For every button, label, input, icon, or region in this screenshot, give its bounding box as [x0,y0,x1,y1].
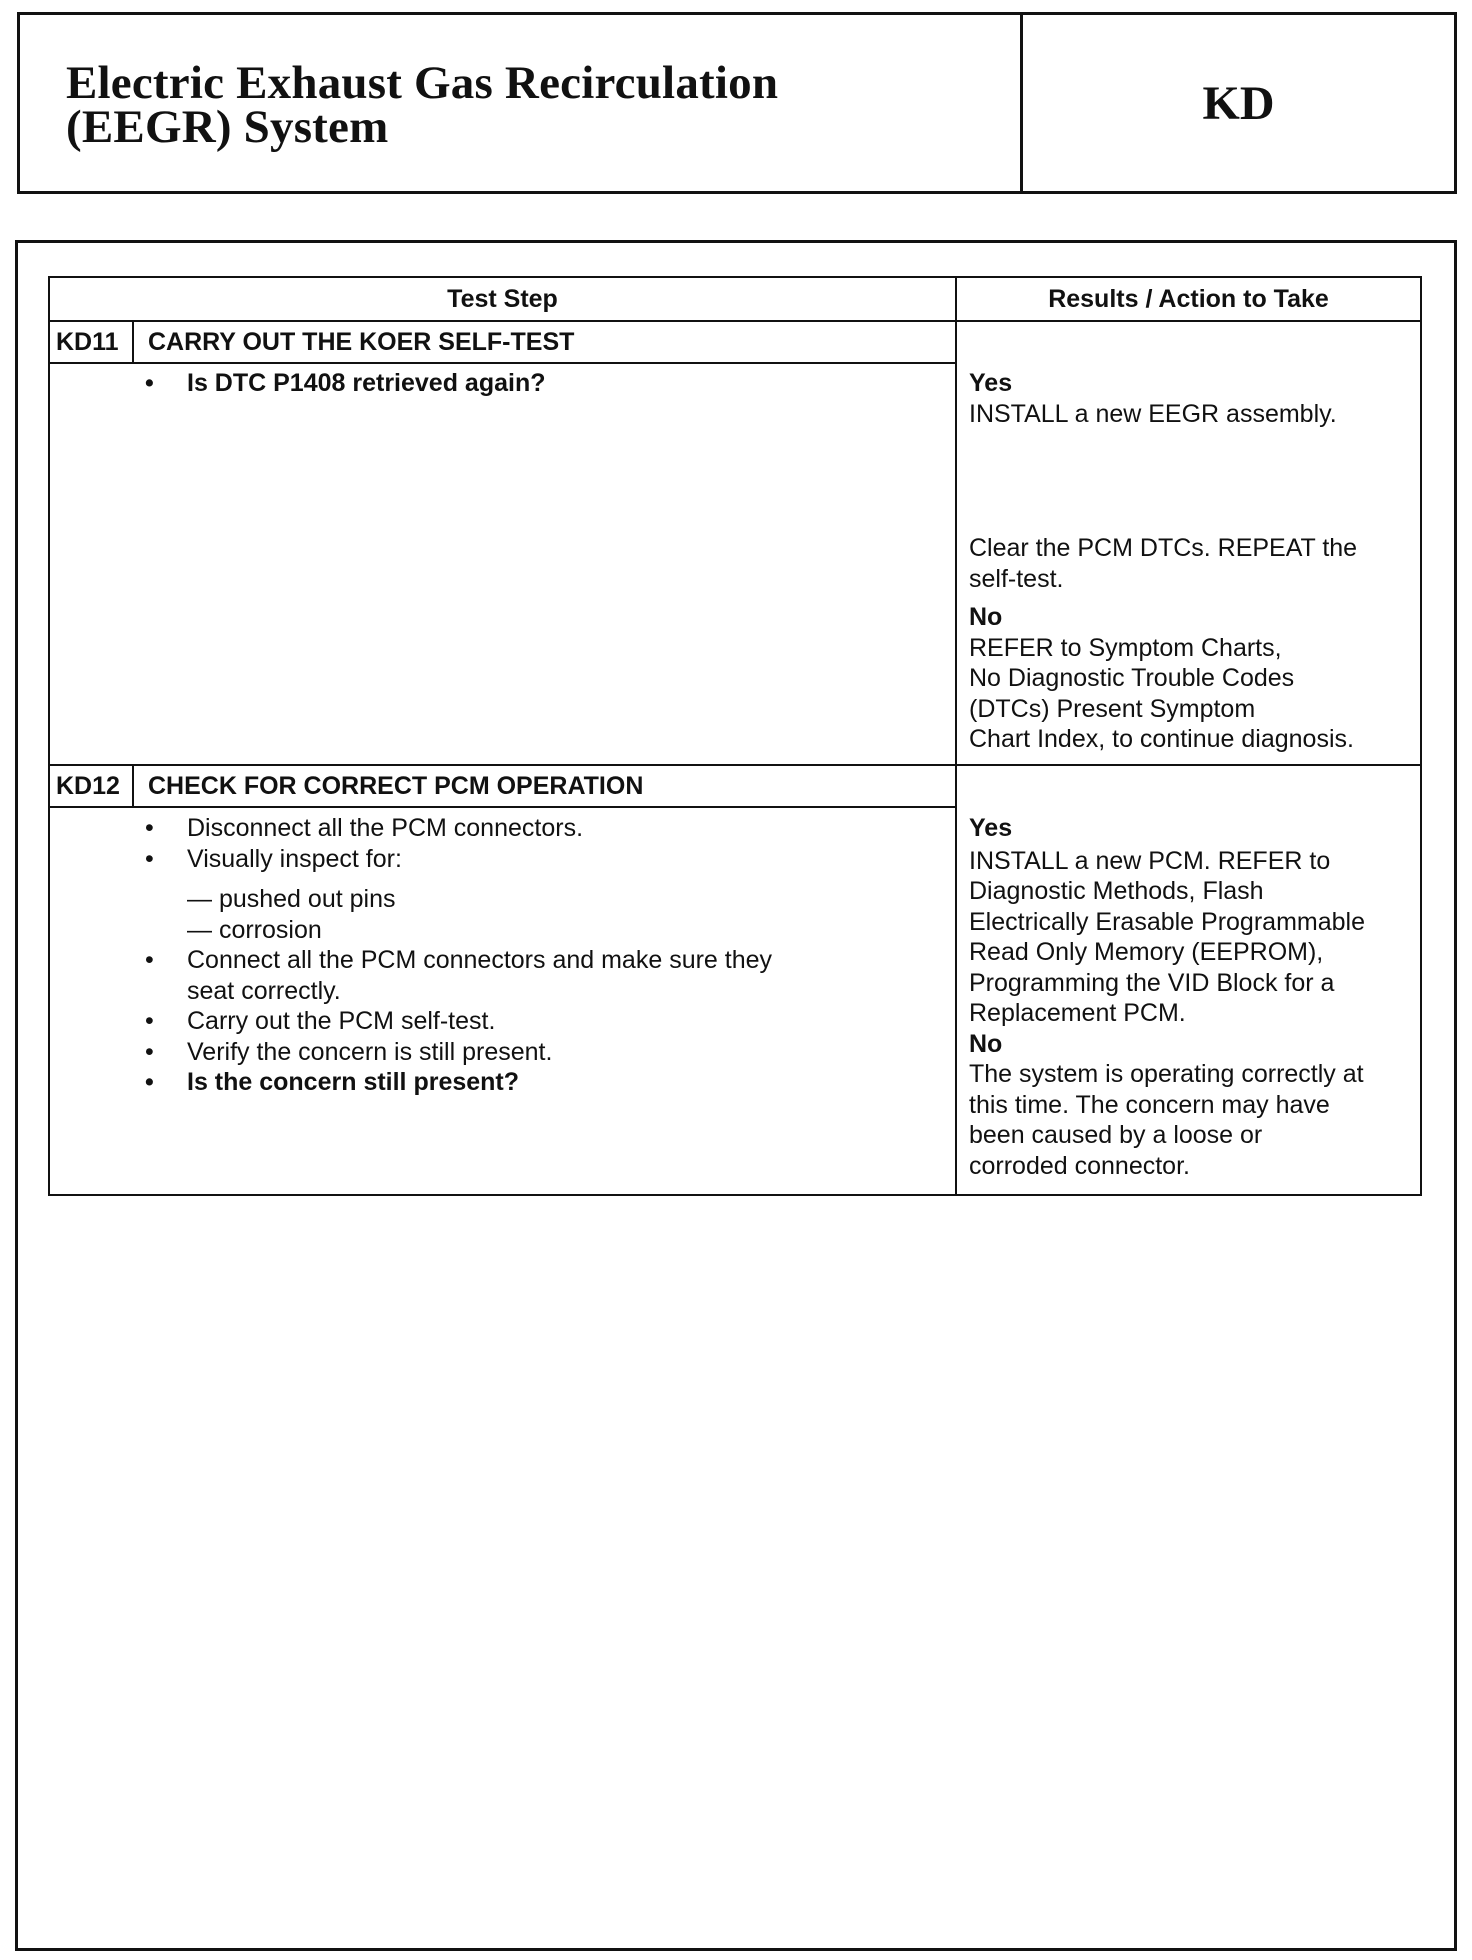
results-kd12 [969,813,1415,1181]
text-line: Clear the PCM DTCs. REPEAT the [969,534,1358,562]
sub-list-item: — pushed out pins [187,885,396,913]
yes-label: Yes [969,369,1013,397]
text-line: (DTCs) Present Symptom [969,694,1256,723]
text-line: self-test. [969,564,1064,593]
text-line: No Diagnostic Trouble Codes [969,664,1295,692]
page-title [66,57,779,153]
text-line: corroded connector. [969,1151,1190,1180]
list-item [145,368,545,399]
no-label: No [969,603,1003,631]
column-header-test-step: Test Step [447,284,558,313]
page-title-line-2: (EEGR) System [66,101,389,153]
no-label: No [969,1029,1003,1058]
list-item [145,844,772,946]
bullet-icon: • [145,1007,154,1035]
column-header-results: Results / Action to Take [1048,284,1329,313]
bullet-icon: • [145,946,154,974]
list-item [145,1006,772,1037]
step-id-kd12: KD12 [56,772,120,800]
yes-action: INSTALL a new EEGR assembly. [969,399,1337,428]
step-title-divider [50,806,955,808]
list-item-text: Verify the concern is still present. [187,1037,553,1066]
bullet-icon: • [145,844,154,873]
yes-label: Yes [969,814,1013,842]
text-line: been caused by a loose or [969,1121,1263,1149]
header-title-cell [20,15,1023,191]
column-divider [955,278,957,1194]
no-action [969,633,1415,755]
list-item-text: Carry out the PCM self-test. [187,1007,496,1035]
list-item-text: Is DTC P1408 retrieved again? [187,369,546,397]
step-body-kd11 [145,368,545,399]
bullet-icon: • [145,369,154,397]
list-item-text: seat correctly. [187,976,341,1005]
text-line: Replacement PCM. [969,999,1186,1027]
text-line: REFER to Symptom Charts, [969,633,1282,662]
list-item [145,945,772,1006]
step-body-kd12 [145,813,772,1098]
step-title-kd12: CHECK FOR CORRECT PCM OPERATION [148,772,644,800]
text-line: Diagnostic Methods, Flash [969,877,1264,905]
text-line: Programming the VID Block for a [969,968,1335,997]
step-id-divider [132,322,134,362]
list-item-text: Connect all the PCM connectors and make sure they [187,946,773,974]
step-title-divider [50,362,955,364]
page-title-line-1: Electric Exhaust Gas Recirculation [66,57,779,109]
results-kd11 [969,368,1415,755]
list-item [145,813,772,844]
list-item [145,1067,772,1098]
sub-list-item: — corrosion [187,915,322,944]
text-line: INSTALL a new PCM. REFER to [969,846,1331,875]
list-item-text: Is the concern still present? [187,1068,520,1096]
bullet-icon: • [145,1037,154,1066]
step-title-kd11: CARRY OUT THE KOER SELF-TEST [148,328,575,356]
text-line: Read Only Memory (EEPROM), [969,938,1324,966]
yes-action-extra [969,533,1415,594]
step-id-kd11: KD11 [56,328,119,356]
no-action [969,1059,1415,1181]
list-item [145,1037,772,1068]
list-item-text: Visually inspect for: [187,844,402,873]
section-code: KD [1202,76,1275,130]
bullet-icon: • [145,814,154,842]
bullet-icon: • [145,1068,154,1096]
test-step-table [48,276,1422,1196]
sub-list [187,884,772,945]
text-line: this time. The concern may have [969,1090,1330,1119]
text-line: The system is operating correctly at [969,1060,1364,1088]
text-line: Electrically Erasable Programmable [969,907,1365,936]
step-id-divider [132,766,134,806]
yes-action [969,846,1415,1029]
list-item-text: Disconnect all the PCM connectors. [187,814,584,842]
text-line: Chart Index, to continue diagnosis. [969,725,1354,753]
page-header [17,12,1457,194]
